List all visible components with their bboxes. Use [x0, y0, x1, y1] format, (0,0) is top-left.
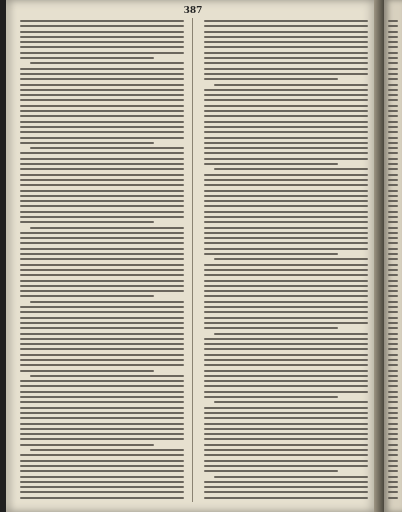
- text-line: [20, 465, 184, 467]
- text-line: [388, 99, 398, 101]
- text-line: [214, 476, 368, 478]
- text-line: [388, 221, 398, 223]
- text-line: [20, 417, 184, 419]
- text-line: [388, 131, 398, 133]
- text-line: [20, 168, 184, 170]
- text-line: [20, 327, 184, 329]
- text-line: [388, 449, 398, 451]
- text-line: [388, 306, 398, 308]
- text-line: [204, 465, 368, 467]
- text-line: [388, 142, 398, 144]
- text-line: [388, 460, 398, 462]
- text-line: [20, 491, 184, 493]
- text-line: [388, 417, 398, 419]
- text-line: [388, 152, 398, 154]
- text-line: [214, 258, 368, 260]
- text-line: [388, 62, 398, 64]
- text-line: [20, 476, 184, 478]
- text-line: [204, 248, 368, 250]
- text-line: [204, 433, 368, 435]
- text-line: [204, 126, 368, 128]
- text-line: [204, 396, 338, 398]
- text-line: [388, 264, 398, 266]
- text-line: [204, 205, 368, 207]
- text-line: [388, 190, 398, 192]
- text-line: [20, 174, 184, 176]
- text-line: [388, 248, 398, 250]
- text-line: [388, 444, 398, 446]
- text-line: [20, 73, 184, 75]
- text-line: [20, 110, 184, 112]
- text-line: [20, 280, 184, 282]
- text-line: [388, 280, 398, 282]
- text-line: [388, 343, 398, 345]
- text-line: [388, 94, 398, 96]
- text-line: [388, 370, 398, 372]
- text-line: [388, 105, 398, 107]
- text-line: [204, 36, 368, 38]
- text-line: [20, 179, 184, 181]
- text-line: [388, 385, 398, 387]
- text-line: [388, 73, 398, 75]
- text-line: [204, 242, 368, 244]
- text-line: [388, 401, 398, 403]
- text-line: [204, 348, 368, 350]
- text-line: [204, 221, 368, 223]
- text-line: [20, 105, 184, 107]
- text-line: [204, 311, 368, 313]
- text-line: [20, 94, 184, 96]
- text-line: [204, 89, 368, 91]
- text-line: [388, 115, 398, 117]
- text-line: [204, 343, 368, 345]
- text-line: [204, 301, 368, 303]
- text-line: [20, 438, 184, 440]
- text-line: [388, 237, 398, 239]
- text-line: [388, 433, 398, 435]
- text-line: [204, 449, 368, 451]
- text-line: [388, 57, 398, 59]
- text-line: [388, 174, 398, 176]
- text-line: [204, 438, 368, 440]
- text-line: [388, 25, 398, 27]
- text-line: [20, 46, 184, 48]
- text-line: [204, 412, 368, 414]
- text-line: [20, 237, 184, 239]
- text-line: [20, 152, 184, 154]
- page-number: 387: [183, 6, 203, 16]
- text-line: [204, 295, 368, 297]
- text-line: [204, 147, 368, 149]
- text-line: [388, 158, 398, 160]
- text-line: [388, 137, 398, 139]
- text-line: [20, 221, 154, 223]
- text-line: [388, 52, 398, 54]
- text-line: [388, 211, 398, 213]
- right-text-column: [204, 20, 368, 502]
- text-line: [388, 216, 398, 218]
- text-line: [204, 274, 368, 276]
- text-line: [204, 237, 368, 239]
- text-line: [204, 269, 368, 271]
- text-line: [204, 454, 368, 456]
- text-line: [204, 184, 368, 186]
- text-line: [388, 465, 398, 467]
- text-line: [20, 242, 184, 244]
- text-line: [20, 269, 184, 271]
- text-line: [388, 396, 398, 398]
- text-line: [20, 497, 184, 499]
- text-line: [388, 391, 398, 393]
- text-line: [388, 375, 398, 377]
- text-line: [204, 364, 368, 366]
- text-line: [20, 258, 184, 260]
- text-line: [388, 322, 398, 324]
- text-line: [214, 168, 368, 170]
- text-line: [204, 375, 368, 377]
- text-line: [204, 25, 368, 27]
- text-line: [204, 338, 368, 340]
- text-line: [20, 248, 184, 250]
- text-line: [20, 444, 154, 446]
- book-spine: [374, 0, 384, 512]
- text-line: [204, 227, 368, 229]
- text-line: [20, 121, 184, 123]
- text-line: [204, 195, 368, 197]
- text-line: [388, 163, 398, 165]
- text-line: [388, 121, 398, 123]
- text-line: [204, 216, 368, 218]
- text-line: [204, 190, 368, 192]
- text-line: [214, 401, 368, 403]
- text-line: [20, 396, 184, 398]
- text-line: [20, 481, 184, 483]
- text-line: [20, 115, 184, 117]
- text-line: [20, 285, 184, 287]
- text-line: [204, 46, 368, 48]
- text-line: [20, 216, 184, 218]
- text-line: [20, 354, 184, 356]
- text-line: [388, 290, 398, 292]
- text-line: [388, 333, 398, 335]
- text-line: [20, 306, 184, 308]
- text-line: [30, 147, 184, 149]
- text-line: [20, 99, 184, 101]
- text-line: [204, 470, 338, 472]
- text-line: [388, 438, 398, 440]
- text-line: [204, 78, 338, 80]
- text-line: [388, 89, 398, 91]
- left-text-column: [20, 20, 184, 502]
- text-line: [204, 110, 368, 112]
- text-line: [204, 280, 368, 282]
- text-line: [204, 179, 368, 181]
- text-line: [204, 57, 368, 59]
- text-line: [388, 84, 398, 86]
- text-line: [388, 126, 398, 128]
- text-line: [388, 269, 398, 271]
- text-line: [388, 364, 398, 366]
- text-line: [20, 333, 184, 335]
- text-line: [388, 232, 398, 234]
- text-line: [204, 380, 368, 382]
- text-line: [20, 322, 184, 324]
- text-line: [20, 190, 184, 192]
- text-line: [204, 497, 368, 499]
- text-line: [204, 285, 368, 287]
- text-line: [388, 20, 398, 22]
- text-line: [388, 301, 398, 303]
- text-line: [388, 46, 398, 48]
- text-line: [20, 84, 184, 86]
- text-line: [20, 211, 184, 213]
- text-line: [20, 20, 184, 22]
- text-line: [204, 444, 368, 446]
- text-line: [204, 158, 368, 160]
- text-line: [20, 295, 154, 297]
- text-line: [388, 454, 398, 456]
- text-line: [20, 348, 184, 350]
- text-line: [388, 168, 398, 170]
- text-line: [388, 327, 398, 329]
- text-line: [20, 195, 184, 197]
- text-line: [204, 152, 368, 154]
- text-line: [204, 264, 368, 266]
- text-line: [30, 227, 184, 229]
- text-line: [20, 264, 184, 266]
- text-line: [20, 401, 184, 403]
- text-line: [204, 20, 368, 22]
- text-line: [204, 200, 368, 202]
- text-line: [204, 131, 368, 133]
- text-line: [204, 290, 368, 292]
- text-line: [20, 89, 184, 91]
- text-line: [388, 179, 398, 181]
- column-divider: [192, 18, 193, 502]
- text-line: [388, 497, 398, 499]
- text-line: [204, 407, 368, 409]
- text-line: [204, 359, 368, 361]
- text-line: [20, 407, 184, 409]
- text-line: [388, 359, 398, 361]
- text-line: [20, 158, 184, 160]
- text-line: [20, 205, 184, 207]
- text-line: [204, 115, 368, 117]
- text-line: [20, 78, 184, 80]
- text-line: [204, 327, 338, 329]
- text-line: [388, 147, 398, 149]
- text-line: [20, 359, 184, 361]
- text-line: [388, 354, 398, 356]
- text-line: [388, 258, 398, 260]
- text-line: [204, 137, 368, 139]
- text-line: [204, 491, 368, 493]
- text-line: [204, 52, 368, 54]
- text-line: [204, 428, 368, 430]
- book-page: [6, 0, 380, 512]
- text-line: [20, 486, 184, 488]
- text-line: [20, 25, 184, 27]
- text-line: [214, 333, 368, 335]
- text-line: [204, 423, 368, 425]
- text-line: [388, 470, 398, 472]
- text-line: [204, 391, 368, 393]
- text-line: [20, 364, 184, 366]
- text-line: [204, 73, 368, 75]
- text-line: [204, 163, 338, 165]
- text-line: [388, 274, 398, 276]
- text-line: [204, 306, 368, 308]
- text-line: [204, 253, 338, 255]
- text-line: [20, 391, 184, 393]
- text-line: [20, 36, 184, 38]
- text-line: [20, 131, 184, 133]
- text-line: [20, 163, 184, 165]
- text-line: [20, 274, 184, 276]
- text-line: [388, 227, 398, 229]
- text-line: [204, 41, 368, 43]
- text-line: [204, 174, 368, 176]
- text-line: [20, 253, 184, 255]
- text-line: [20, 317, 184, 319]
- text-line: [20, 290, 184, 292]
- text-line: [388, 491, 398, 493]
- text-line: [388, 110, 398, 112]
- text-line: [20, 41, 184, 43]
- text-line: [388, 486, 398, 488]
- text-line: [388, 423, 398, 425]
- text-line: [20, 68, 184, 70]
- text-line: [388, 41, 398, 43]
- text-line: [388, 195, 398, 197]
- text-line: [204, 486, 368, 488]
- text-line: [204, 121, 368, 123]
- text-line: [388, 78, 398, 80]
- text-line: [388, 412, 398, 414]
- text-line: [388, 348, 398, 350]
- adjacent-page-text: [388, 20, 400, 502]
- text-line: [388, 242, 398, 244]
- text-line: [204, 94, 368, 96]
- text-line: [20, 470, 184, 472]
- text-line: [20, 370, 154, 372]
- text-line: [204, 211, 368, 213]
- text-line: [20, 385, 184, 387]
- text-line: [204, 317, 368, 319]
- text-line: [388, 253, 398, 255]
- text-line: [204, 68, 368, 70]
- text-line: [20, 184, 184, 186]
- text-line: [388, 311, 398, 313]
- text-line: [20, 57, 154, 59]
- text-line: [204, 460, 368, 462]
- text-line: [388, 200, 398, 202]
- text-line: [20, 343, 184, 345]
- text-line: [30, 62, 184, 64]
- text-line: [204, 99, 368, 101]
- text-line: [388, 205, 398, 207]
- text-line: [30, 375, 184, 377]
- text-line: [204, 232, 368, 234]
- text-line: [20, 52, 184, 54]
- text-line: [20, 232, 184, 234]
- text-line: [204, 142, 368, 144]
- text-line: [388, 68, 398, 70]
- text-line: [388, 476, 398, 478]
- text-line: [20, 423, 184, 425]
- text-line: [388, 407, 398, 409]
- text-line: [388, 36, 398, 38]
- text-line: [204, 322, 368, 324]
- text-line: [204, 417, 368, 419]
- text-line: [388, 184, 398, 186]
- text-line: [204, 370, 368, 372]
- text-line: [204, 31, 368, 33]
- text-line: [20, 460, 184, 462]
- text-line: [20, 200, 184, 202]
- text-line: [20, 126, 184, 128]
- text-line: [20, 311, 184, 313]
- text-line: [388, 380, 398, 382]
- text-line: [388, 295, 398, 297]
- text-line: [20, 31, 184, 33]
- text-line: [388, 481, 398, 483]
- text-line: [388, 31, 398, 33]
- text-line: [30, 449, 184, 451]
- text-line: [20, 454, 184, 456]
- text-line: [388, 338, 398, 340]
- text-line: [20, 338, 184, 340]
- text-line: [20, 433, 184, 435]
- text-line: [388, 428, 398, 430]
- text-line: [388, 317, 398, 319]
- text-line: [204, 62, 368, 64]
- text-line: [204, 105, 368, 107]
- text-line: [204, 354, 368, 356]
- text-line: [204, 385, 368, 387]
- text-line: [20, 380, 184, 382]
- text-line: [214, 84, 368, 86]
- text-line: [20, 142, 154, 144]
- text-line: [20, 428, 184, 430]
- text-line: [20, 412, 184, 414]
- text-line: [30, 301, 184, 303]
- text-line: [20, 137, 184, 139]
- text-line: [388, 285, 398, 287]
- text-line: [204, 481, 368, 483]
